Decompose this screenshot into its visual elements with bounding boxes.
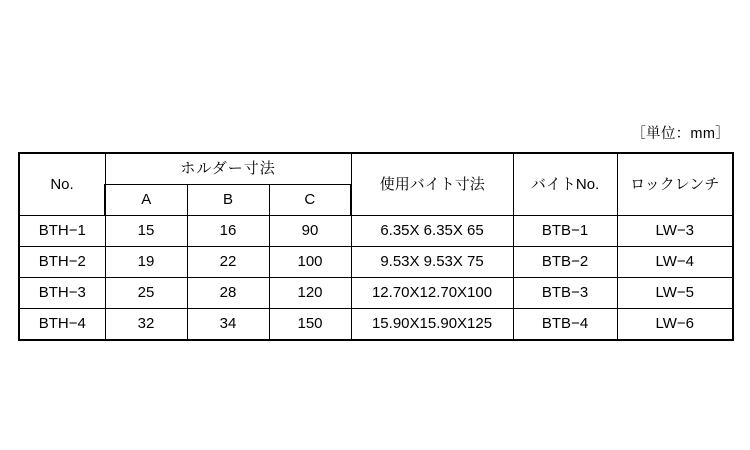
cell-a: 32 — [105, 309, 187, 341]
cell-c: 150 — [269, 309, 351, 341]
cell-bite-no: BTB−4 — [513, 309, 617, 341]
cell-c: 100 — [269, 247, 351, 278]
cell-no: BTH−4 — [19, 309, 105, 341]
table-header-row-1 — [19, 153, 733, 185]
cell-bite-dimensions: 6.35X 6.35X 65 — [351, 216, 513, 247]
cell-b: 28 — [187, 278, 269, 309]
cell-c: 90 — [269, 216, 351, 247]
cell-a: 25 — [105, 278, 187, 309]
cell-lock-wrench: LW−3 — [617, 216, 733, 247]
table-row — [19, 216, 733, 247]
specification-table — [18, 152, 734, 341]
cell-no: BTH−1 — [19, 216, 105, 247]
header-bite-no: バイトNo. — [513, 153, 617, 216]
cell-b: 34 — [187, 309, 269, 341]
header-bite-dimensions: 使用バイト寸法 — [351, 153, 513, 216]
cell-bite-dimensions: 15.90X15.90X125 — [351, 309, 513, 341]
cell-lock-wrench: LW−6 — [617, 309, 733, 341]
cell-bite-no: BTB−1 — [513, 216, 617, 247]
table-row — [19, 309, 733, 341]
header-a: A — [105, 185, 187, 216]
cell-lock-wrench: LW−5 — [617, 278, 733, 309]
header-b: B — [187, 185, 269, 216]
cell-lock-wrench: LW−4 — [617, 247, 733, 278]
cell-a: 15 — [105, 216, 187, 247]
cell-bite-dimensions: 9.53X 9.53X 75 — [351, 247, 513, 278]
header-c: C — [269, 185, 351, 216]
table-row — [19, 278, 733, 309]
table-row — [19, 247, 733, 278]
header-no: No. — [19, 153, 105, 216]
cell-bite-dimensions: 12.70X12.70X100 — [351, 278, 513, 309]
cell-no: BTH−3 — [19, 278, 105, 309]
cell-a: 19 — [105, 247, 187, 278]
unit-note: ［単位：mm］ — [631, 126, 730, 142]
header-lock-wrench: ロックレンチ — [617, 153, 733, 216]
header-holder-dimensions: ホルダー寸法 — [105, 153, 351, 185]
cell-no: BTH−2 — [19, 247, 105, 278]
cell-bite-no: BTB−3 — [513, 278, 617, 309]
cell-bite-no: BTB−2 — [513, 247, 617, 278]
cell-b: 16 — [187, 216, 269, 247]
cell-b: 22 — [187, 247, 269, 278]
cell-c: 120 — [269, 278, 351, 309]
